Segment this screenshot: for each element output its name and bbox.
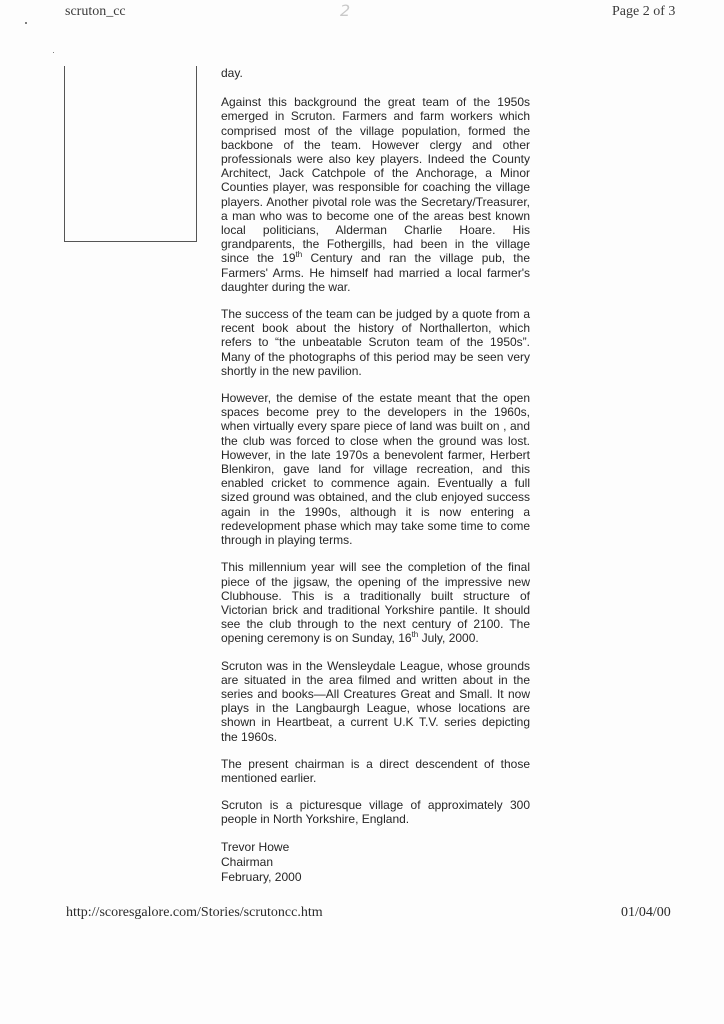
paragraph-estate-demise: However, the demise of the estate meant that the open spaces become prey to the developers in the 1960s, when virtually every spare piece of land was built on , and the club was forced to close when the ground was lost. However, in the late 1970s a benevolent farmer, Herbert Blenkiron, gave land for village recreation, and this enabled cricket to commence again. Eventually a full sized ground was obtained, and the club enjoyed success again in the 1990s, although it is now entering a redevelopment phase which may take some time to come through in playing terms. <box>221 391 530 548</box>
article-body <box>221 66 530 885</box>
paragraph-village: Scruton is a picturesque village of approximately 300 people in North Yorkshire, England. <box>221 798 530 827</box>
paragraph-continuation: day. <box>221 66 243 80</box>
footer-date: 01/04/00 <box>621 905 671 920</box>
document-title: scruton_cc <box>65 4 126 19</box>
paragraph-chairman: The present chairman is a direct descendent of those mentioned earlier. <box>221 756 530 785</box>
paragraph-text: Against this background the great team of the 1950s emerged in Scruton. Farmers and farm workers which comprised most of the village population, formed the backbone of the team. However clergy and other professionals were also key players. Indeed the County Architect, Jack Catchpole of the Anchorage, a Minor Counties player, was responsible for coaching the village players. Another pivotal role was the Secretary/Treasurer, a man who was to become one of the areas best known local politicians, Alderman Charlie Hoare. His grandparents, the Fothergills, had been in the village since the 19 <box>221 95 530 266</box>
paragraph-millennium-clubhouse <box>221 560 530 645</box>
signature-date: February, 2000 <box>221 869 302 884</box>
page-indicator: Page 2 of 3 <box>612 4 676 19</box>
scan-speck <box>25 22 27 24</box>
footer-url: http://scoresgalore.com/Stories/scrutoncc.htm <box>66 905 323 920</box>
paragraph-text: July, 2000. <box>418 631 479 646</box>
image-placeholder-box <box>64 66 197 242</box>
paragraph-text: This millennium year will see the completion of the final piece of the jigsaw, the opening of the impressive new Clubhouse. This is a traditionally built structure of Victorian brick and traditional Yorkshire pantile. It should see the club through to the next century of 2100. The opening ceremony is on Sunday, 16 <box>221 560 530 646</box>
paragraph-text: Century and ran the village pub, the Farmers' Arms. He himself had married a local farmer's daughter during the war. <box>221 251 530 294</box>
paragraph-1950s-team <box>221 95 530 294</box>
signature-block <box>221 840 530 885</box>
superscript: th <box>411 630 419 640</box>
scan-speck <box>53 52 54 53</box>
signature-role: Chairman <box>221 854 274 869</box>
paragraph-leagues: Scruton was in the Wensleydale League, whose grounds are situated in the area filmed and written about in the series and books—All Creatures Great and Small. It now plays in the Langbaurgh League, whose locations are shown in Heartbeat, a current U.K T.V. series depicting the 1960s. <box>221 658 530 744</box>
superscript: th <box>295 250 303 260</box>
signature-name: Trevor Howe <box>221 839 290 854</box>
paragraph-team-success: The success of the team can be judged by a quote from a recent book about the history of Northallerton, which refers to “the unbeatable Scruton team of the 1950s”. Many of the photographs of this period may be seen very shortly in the new pavilion. <box>221 307 530 378</box>
handwritten-page-mark: 2 <box>340 1 351 20</box>
